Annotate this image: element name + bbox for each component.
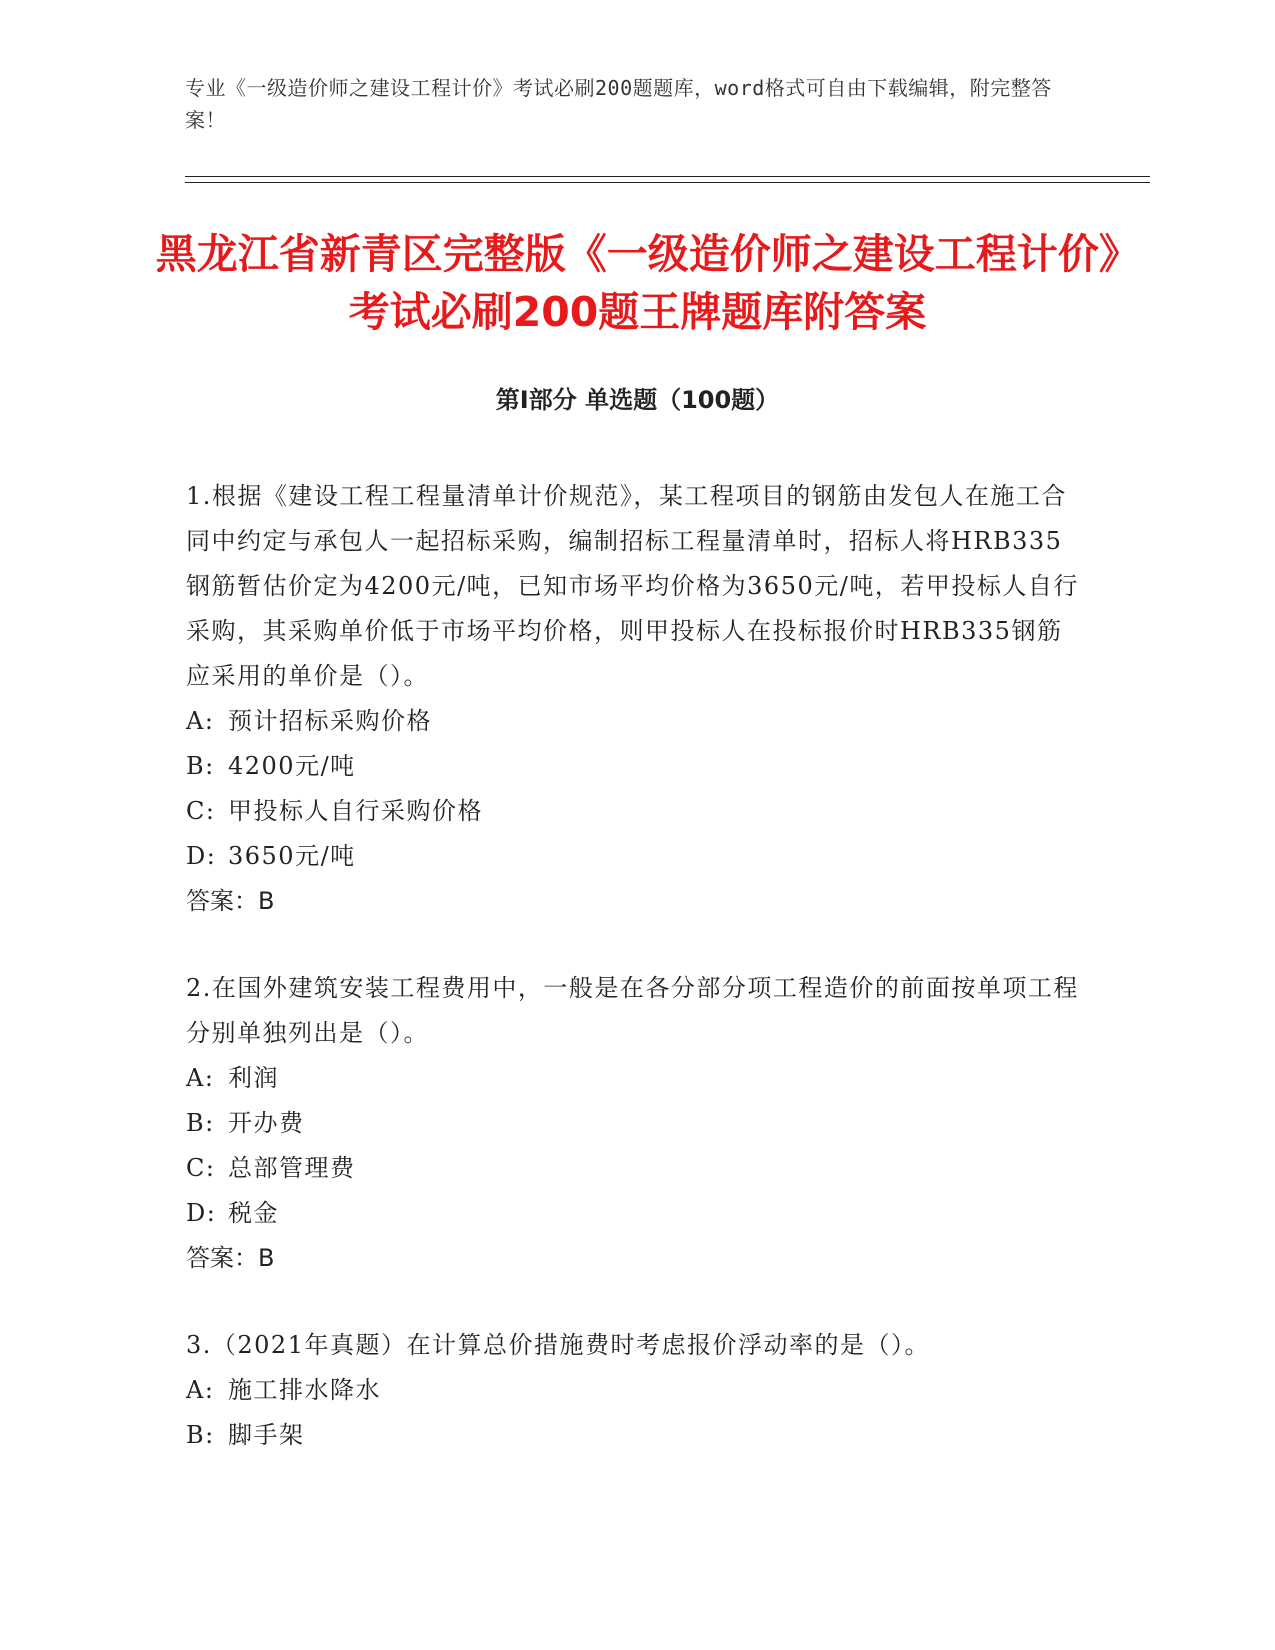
header-divider-top bbox=[185, 176, 1150, 177]
question-stem: 1.根据《建设工程工程量清单计价规范》，某工程项目的钢筋由发包人在施工合同中约定与承包人一起招标采购，编制招标工程量清单时，招标人将HRB335钢筋暂估价定为4200元/吨，已知市场平均价格为3650元/吨，若甲投标人自行采购，其采购单价低于市场平均价格，则甲投标人在投标报价时HRB335钢筋应采用的单价是（）。 bbox=[186, 482, 1079, 690]
option-b bbox=[186, 1101, 1081, 1146]
option-text: 利润 bbox=[228, 1064, 279, 1092]
question-stem: 3.（2021年真题）在计算总价措施费时考虑报价浮动率的是（）。 bbox=[186, 1331, 930, 1359]
option-text: 施工排水降水 bbox=[228, 1376, 381, 1404]
question-1 bbox=[186, 474, 1081, 924]
option-letter: D: bbox=[186, 1199, 217, 1227]
option-letter: B: bbox=[186, 752, 215, 780]
option-text: 4200元/吨 bbox=[228, 752, 356, 780]
header-divider-bottom bbox=[185, 182, 1150, 183]
option-letter: C: bbox=[186, 1154, 216, 1182]
option-a bbox=[186, 1368, 1081, 1413]
document-title: 黑龙江省新青区完整版《一级造价师之建设工程计价》考试必刷200题王牌题库附答案 bbox=[155, 230, 1120, 336]
option-text: 税金 bbox=[228, 1199, 279, 1227]
answer: 答案：B bbox=[186, 887, 275, 915]
option-c bbox=[186, 1146, 1081, 1191]
option-a bbox=[186, 699, 1081, 744]
question-list bbox=[186, 474, 1081, 1500]
option-text: 预计招标采购价格 bbox=[228, 707, 432, 735]
option-text: 脚手架 bbox=[228, 1421, 305, 1449]
option-letter: D: bbox=[186, 842, 217, 870]
option-text: 总部管理费 bbox=[228, 1154, 356, 1182]
question-2 bbox=[186, 966, 1081, 1281]
option-b bbox=[186, 1413, 1081, 1458]
answer: 答案：B bbox=[186, 1244, 275, 1272]
section-title: 第Ⅰ部分 单选题（100题） bbox=[495, 386, 780, 414]
option-letter: A: bbox=[186, 1064, 215, 1092]
option-letter: B: bbox=[186, 1109, 215, 1137]
option-text: 3650元/吨 bbox=[228, 842, 356, 870]
option-letter: B: bbox=[186, 1421, 215, 1449]
option-d bbox=[186, 1191, 1081, 1236]
option-d bbox=[186, 834, 1081, 879]
option-text: 甲投标人自行采购价格 bbox=[228, 797, 483, 825]
option-b bbox=[186, 744, 1081, 789]
question-stem: 2.在国外建筑安装工程费用中，一般是在各分部分项工程造价的前面按单项工程分别单独列出是（）。 bbox=[186, 974, 1079, 1047]
question-3 bbox=[186, 1323, 1081, 1458]
option-letter: A: bbox=[186, 1376, 215, 1404]
option-letter: A: bbox=[186, 707, 215, 735]
option-c bbox=[186, 789, 1081, 834]
option-letter: C: bbox=[186, 797, 216, 825]
option-text: 开办费 bbox=[228, 1109, 305, 1137]
header-note: 专业《一级造价师之建设工程计价》考试必刷200题题库，word格式可自由下载编辑，附完整答案！ bbox=[185, 76, 1052, 132]
option-a bbox=[186, 1056, 1081, 1101]
